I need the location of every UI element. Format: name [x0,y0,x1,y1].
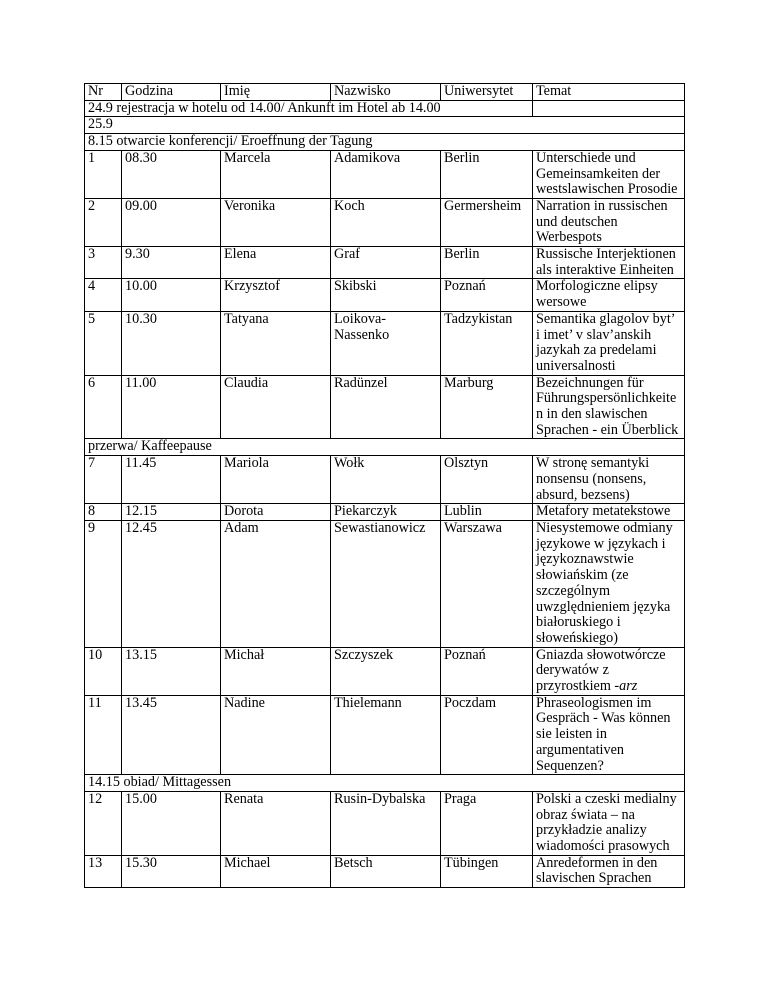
table-row [85,504,685,521]
cell-topic: Morfologiczne elipsy wersowe [533,279,685,311]
cell-time: 13.45 [122,695,221,775]
table-row [85,311,685,375]
cell-topic: Niesystemowe odmiany językowe w językach i językoznawstwie słowiańskim (ze szczególnym uwzględnieniem języka białoruskiego i słoweńskiego) [533,520,685,647]
cell-first-name: Mariola [221,456,331,504]
cell-topic: Metafory metatekstowe [533,504,685,521]
break-row [85,439,685,456]
cell-last-name: Koch [331,198,441,246]
table-row [85,150,685,198]
table-row [85,456,685,504]
cell-time: 12.15 [122,504,221,521]
cell-nr: 11 [85,695,122,775]
cell-topic: Anredeformen in den slavischen Sprachen [533,855,685,887]
cell-last-name: Graf [331,247,441,279]
header-imie: Imię [221,84,331,101]
cell-nr: 2 [85,198,122,246]
cell-last-name: Szczyszek [331,647,441,695]
cell-nr: 4 [85,279,122,311]
cell-topic: Polski a czeski medialny obraz świata – na przykładzie analizy wiadomości prasowych [533,791,685,855]
cell-nr: 5 [85,311,122,375]
cell-university: Germersheim [441,198,533,246]
table-row [85,198,685,246]
cell-last-name: Thielemann [331,695,441,775]
cell-topic: Narration in russischen und deutschen Werbespots [533,198,685,246]
cell-time: 11.45 [122,456,221,504]
cell-time: 10.00 [122,279,221,311]
registration-note: 24.9 rejestracja w hotelu od 14.00/ Ankunft im Hotel ab 14.00 [85,100,533,117]
cell-time: 13.15 [122,647,221,695]
cell-first-name: Adam [221,520,331,647]
schedule-table [84,83,685,888]
cell-university: Poznań [441,647,533,695]
cell-first-name: Tatyana [221,311,331,375]
topic-suffix: -arz [614,678,638,695]
break-note: przerwa/ Kaffeepause [85,439,685,456]
cell-last-name: Wołk [331,456,441,504]
cell-time: 15.00 [122,791,221,855]
empty-cell [533,100,685,117]
header-temat: Temat [533,84,685,101]
cell-first-name: Claudia [221,375,331,439]
cell-university: Berlin [441,247,533,279]
cell-last-name: Piekarczyk [331,504,441,521]
lunch-row [85,775,685,792]
cell-first-name: Michał [221,647,331,695]
cell-university: Marburg [441,375,533,439]
cell-time: 9.30 [122,247,221,279]
cell-nr: 6 [85,375,122,439]
day-row [85,117,685,134]
header-row [85,84,685,101]
header-godzina: Godzina [122,84,221,101]
cell-last-name: Loikova-Nassenko [331,311,441,375]
cell-first-name: Michael [221,855,331,887]
registration-row [85,100,685,117]
day-note: 25.9 [85,117,685,134]
cell-last-name: Adamikova [331,150,441,198]
cell-university: Poznań [441,279,533,311]
cell-nr: 9 [85,520,122,647]
cell-first-name: Veronika [221,198,331,246]
cell-time: 12.45 [122,520,221,647]
cell-first-name: Renata [221,791,331,855]
cell-nr: 3 [85,247,122,279]
cell-university: Tadzykistan [441,311,533,375]
cell-university: Tübingen [441,855,533,887]
cell-nr: 1 [85,150,122,198]
cell-university: Berlin [441,150,533,198]
opening-note: 8.15 otwarcie konferencji/ Eroeffnung der Tagung [85,134,685,151]
cell-nr: 8 [85,504,122,521]
cell-time: 11.00 [122,375,221,439]
cell-time: 09.00 [122,198,221,246]
cell-university: Olsztyn [441,456,533,504]
cell-topic: Phraseologismen im Gespräch - Was können sie leisten in argumentativen Sequenzen? [533,695,685,775]
cell-time: 08.30 [122,150,221,198]
cell-last-name: Skibski [331,279,441,311]
cell-first-name: Marcela [221,150,331,198]
cell-last-name: Sewastianowicz [331,520,441,647]
cell-university: Poczdam [441,695,533,775]
cell-topic: Semantika glagolov byt’ i imet’ v slav’anskih jazykah za predelami universalnosti [533,311,685,375]
cell-nr: 13 [85,855,122,887]
table-row [85,647,685,695]
cell-university: Praga [441,791,533,855]
cell-nr: 10 [85,647,122,695]
cell-nr: 7 [85,456,122,504]
cell-topic: W stronę semantyki nonsensu (nonsens, absurd, bezsens) [533,456,685,504]
cell-last-name: Betsch [331,855,441,887]
opening-row [85,134,685,151]
cell-time: 15.30 [122,855,221,887]
table-row [85,695,685,775]
cell-university: Lublin [441,504,533,521]
topic-text: Gniazda słowotwórcze derywatów z przyrostkiem [536,646,666,695]
table-row [85,520,685,647]
cell-last-name: Radünzel [331,375,441,439]
header-nr: Nr [85,84,122,101]
cell-topic [533,647,685,695]
cell-first-name: Krzysztof [221,279,331,311]
header-nazwisko: Nazwisko [331,84,441,101]
table-row [85,791,685,855]
cell-last-name: Rusin-Dybalska [331,791,441,855]
table-row [85,375,685,439]
cell-topic: Unterschiede und Gemeinsamkeiten der westslawischen Prosodie [533,150,685,198]
cell-first-name: Nadine [221,695,331,775]
lunch-note: 14.15 obiad/ Mittagessen [85,775,685,792]
cell-topic: Bezeichnungen für Führungspersönlichkeiten in den slawischen Sprachen - ein Überblick [533,375,685,439]
cell-university: Warszawa [441,520,533,647]
table-row [85,247,685,279]
header-uniwersytet: Uniwersytet [441,84,533,101]
cell-first-name: Elena [221,247,331,279]
cell-nr: 12 [85,791,122,855]
table-row [85,279,685,311]
cell-topic: Russische Interjektionen als interaktive Einheiten [533,247,685,279]
cell-time: 10.30 [122,311,221,375]
cell-first-name: Dorota [221,504,331,521]
table-row [85,855,685,887]
